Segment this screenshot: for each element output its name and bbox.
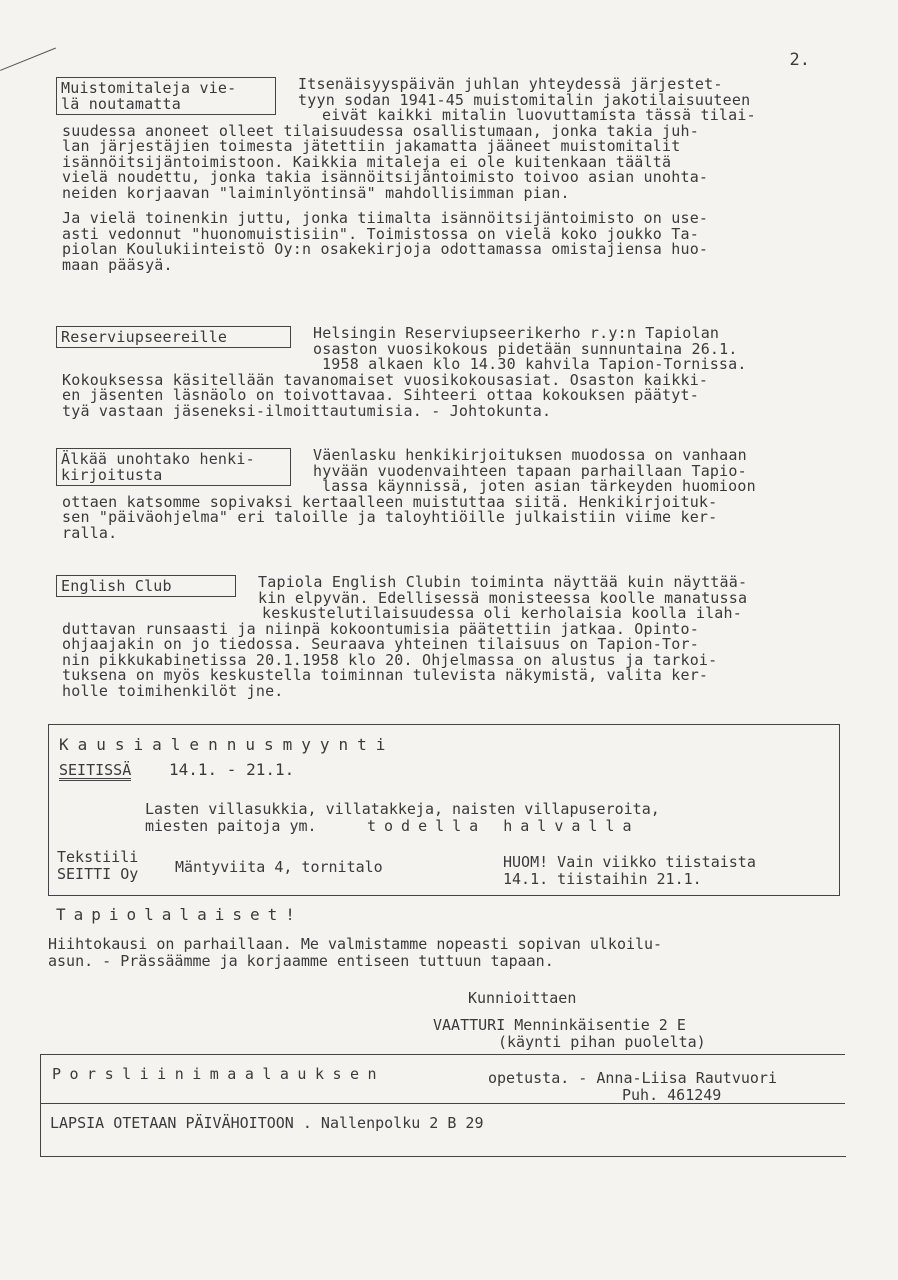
lapsia-text: LAPSIA OTETAAN PÄIVÄHOITOON . Nallenpolku 2 B 29 — [50, 1114, 484, 1132]
body-line: tyä vastaan jäseneksi-ilmoittautumisia. - Johtokunta. — [62, 401, 552, 420]
body-line: osaston vuosikokous pidetään sunnuntaina 26.1. — [313, 339, 738, 358]
body-line: holle toimihenkilöt jne. — [62, 681, 284, 700]
ad-top-rule — [40, 1054, 845, 1055]
section-label-henkikirjoitus — [56, 448, 291, 486]
ad-body-line: miesten paitoja ym. — [145, 817, 317, 835]
section-reserviupseereille — [62, 326, 852, 419]
ad-body-line: Lasten villasukkia, villatakkeja, naisten villapuseroita, — [145, 800, 660, 818]
body-line: lassa käynnissä, joten asian tärkeyden huomioon — [322, 477, 756, 495]
body-line: hyvään vuodenvaihteen tapaan parhaillaan Tapio- — [313, 461, 747, 480]
ad-note-line: HUOM! Vain viikko tiistaista — [503, 853, 756, 871]
section-label-line: Älkää unohtako henki- — [61, 450, 255, 468]
ad-address: Mäntyviita 4, tornitalo — [175, 858, 383, 876]
body-line: Helsingin Reserviupseerikerho r.y:n Tapiolan — [313, 324, 720, 342]
body-line: eivät kaikki mitalin luovuttamista tässä tilai- — [322, 106, 756, 124]
body-line: duttavan runsaasti ja niinpä kokoontumisia päätettiin jatkaa. Opinto- — [62, 619, 699, 638]
section-english-club — [62, 575, 852, 699]
body-line: Itsenäisyyspäivän juhlan yhteydessä järjestet- — [298, 75, 723, 93]
ad-dates: 14.1. - 21.1. — [169, 760, 295, 779]
body-line: Väenlasku henkikirjoituksen muodossa on vanhaan — [313, 446, 747, 464]
body-line: ottaen katsomme sopivaksi kertaalleen muistuttaa siitä. Henkikirjoituk- — [62, 492, 718, 511]
vaatturi-line: asun. - Prässäämme ja korjaamme entiseen tuttuun tapaan. — [48, 952, 554, 970]
page-number: 2. — [789, 50, 810, 70]
porsliini-word: Porsliinimaalauksen — [52, 1065, 386, 1083]
section-label-english-club — [56, 575, 236, 597]
body-line: Ja vielä toinenkin juttu, jonka tiimalta isännöitsijäntoimisto on use- — [62, 209, 709, 227]
section-label-reserviupseereille — [56, 326, 291, 348]
body-line: asti vedonnut "huonomuistisiin". Toimistossa on vielä koko joukko Ta- — [62, 224, 699, 243]
section-body-extra — [62, 211, 852, 273]
section-henkikirjoitus — [62, 448, 852, 541]
ad-company-line: Tekstiili — [57, 848, 139, 866]
body-line: Kokouksessa käsitellään tavanomaiset vuosikokousasiat. Osaston kaikki- — [62, 370, 709, 389]
body-line: isännöitsijäntoimistoon. Kaikkia mitaleja ei ole kuitenkaan täältä — [62, 152, 672, 171]
vaatturi-line: Hiihtokausi on parhaillaan. Me valmistamme nopeasti sopivan ulkoilu- — [48, 935, 663, 953]
body-line: en jäsenten läsnäolo on toivottavaa. Sihteeri ottaa kokouksen päätyt- — [62, 386, 699, 404]
ad-divider-rule — [40, 1103, 845, 1104]
section-label-line: lä noutamatta — [61, 95, 181, 113]
body-line: 1958 alkaen klo 14.30 kahvila Tapion-Tornissa. — [322, 355, 747, 373]
body-line: sen "päiväohjelma" eri taloille ja taloyhtiöille julkaistiin viime ker- — [62, 508, 718, 526]
section-label-line: English Club — [61, 577, 172, 595]
body-line: neiden korjaavan "laiminlyöntinsä" mahdollisimman pian. — [62, 183, 570, 202]
ad-body-emphasis: todella halvalla — [367, 817, 640, 835]
body-line: suudessa anoneet olleet tilaisuudessa osallistumaan, jonka takia juh- — [62, 121, 699, 140]
body-line: nin pikkukabinetissa 20.1.1958 klo 20. Ohjelmassa on alustus ja tarkoi- — [62, 650, 718, 669]
ad-company-line: SEITTI Oy — [57, 865, 139, 883]
body-line: ohjaajakin on jo tiedossa. Seuraava yhteinen tilaisuus on Tapion-Tor- — [62, 635, 699, 653]
body-line: ralla. — [62, 523, 118, 542]
body-line: vielä noudettu, jonka takia isännöitsijäntoimisto toivoo asian unohta- — [62, 168, 709, 186]
section-label-line: kirjoitusta — [61, 466, 163, 484]
body-line: piolan Koulukiinteistö Oy:n osakekirjoja odottamassa omistajiensa huo- — [62, 240, 709, 258]
body-line: tuksena on myös keskustella toiminnan tulevista näkymistä, valita ker- — [62, 666, 709, 684]
body-line: keskustelutilaisuudessa oli kerholaisia koolla ilah- — [262, 604, 742, 622]
vaatturi-closing: Kunnioittaen — [468, 989, 577, 1007]
vaatturi-entry-note: (käynti pihan puolelta) — [498, 1033, 706, 1051]
section-label-line: Reserviupseereille — [61, 328, 228, 346]
ad-note-line: 14.1. tiistaihin 21.1. — [503, 870, 702, 888]
porsliini-text: opetusta. - Anna-Liisa Rautvuori — [488, 1069, 777, 1087]
ad-box-seitti — [48, 724, 840, 896]
porsliini-phone: Puh. 461249 — [622, 1086, 722, 1104]
section-label-muistomitaleja — [56, 77, 276, 115]
vaatturi-signature: VAATTURI Menninkäisentie 2 E — [433, 1016, 686, 1034]
body-line: Tapiola English Clubin toiminta näyttää kuin näyttää- — [258, 573, 748, 591]
ad-shop-name: SEITISSÄ — [59, 761, 132, 779]
body-line: tyyn sodan 1941-45 muistomitalin jakotilaisuuteen — [298, 90, 751, 109]
section-muistomitaleja — [62, 77, 852, 273]
vaatturi-heading: Tapiolalaiset! — [56, 905, 303, 924]
section-label-line: Muistomitaleja vie- — [61, 79, 237, 97]
body-line: kin elpyvän. Edellisessä monisteessa koolle manatussa — [258, 588, 748, 607]
ad-heading: Kausialennusmyynti — [59, 735, 395, 754]
body-line: maan pääsyä. — [62, 255, 173, 274]
body-line: lan järjestäjien toimesta jätettiin jakamatta jääneet muistomitalit — [62, 137, 681, 155]
